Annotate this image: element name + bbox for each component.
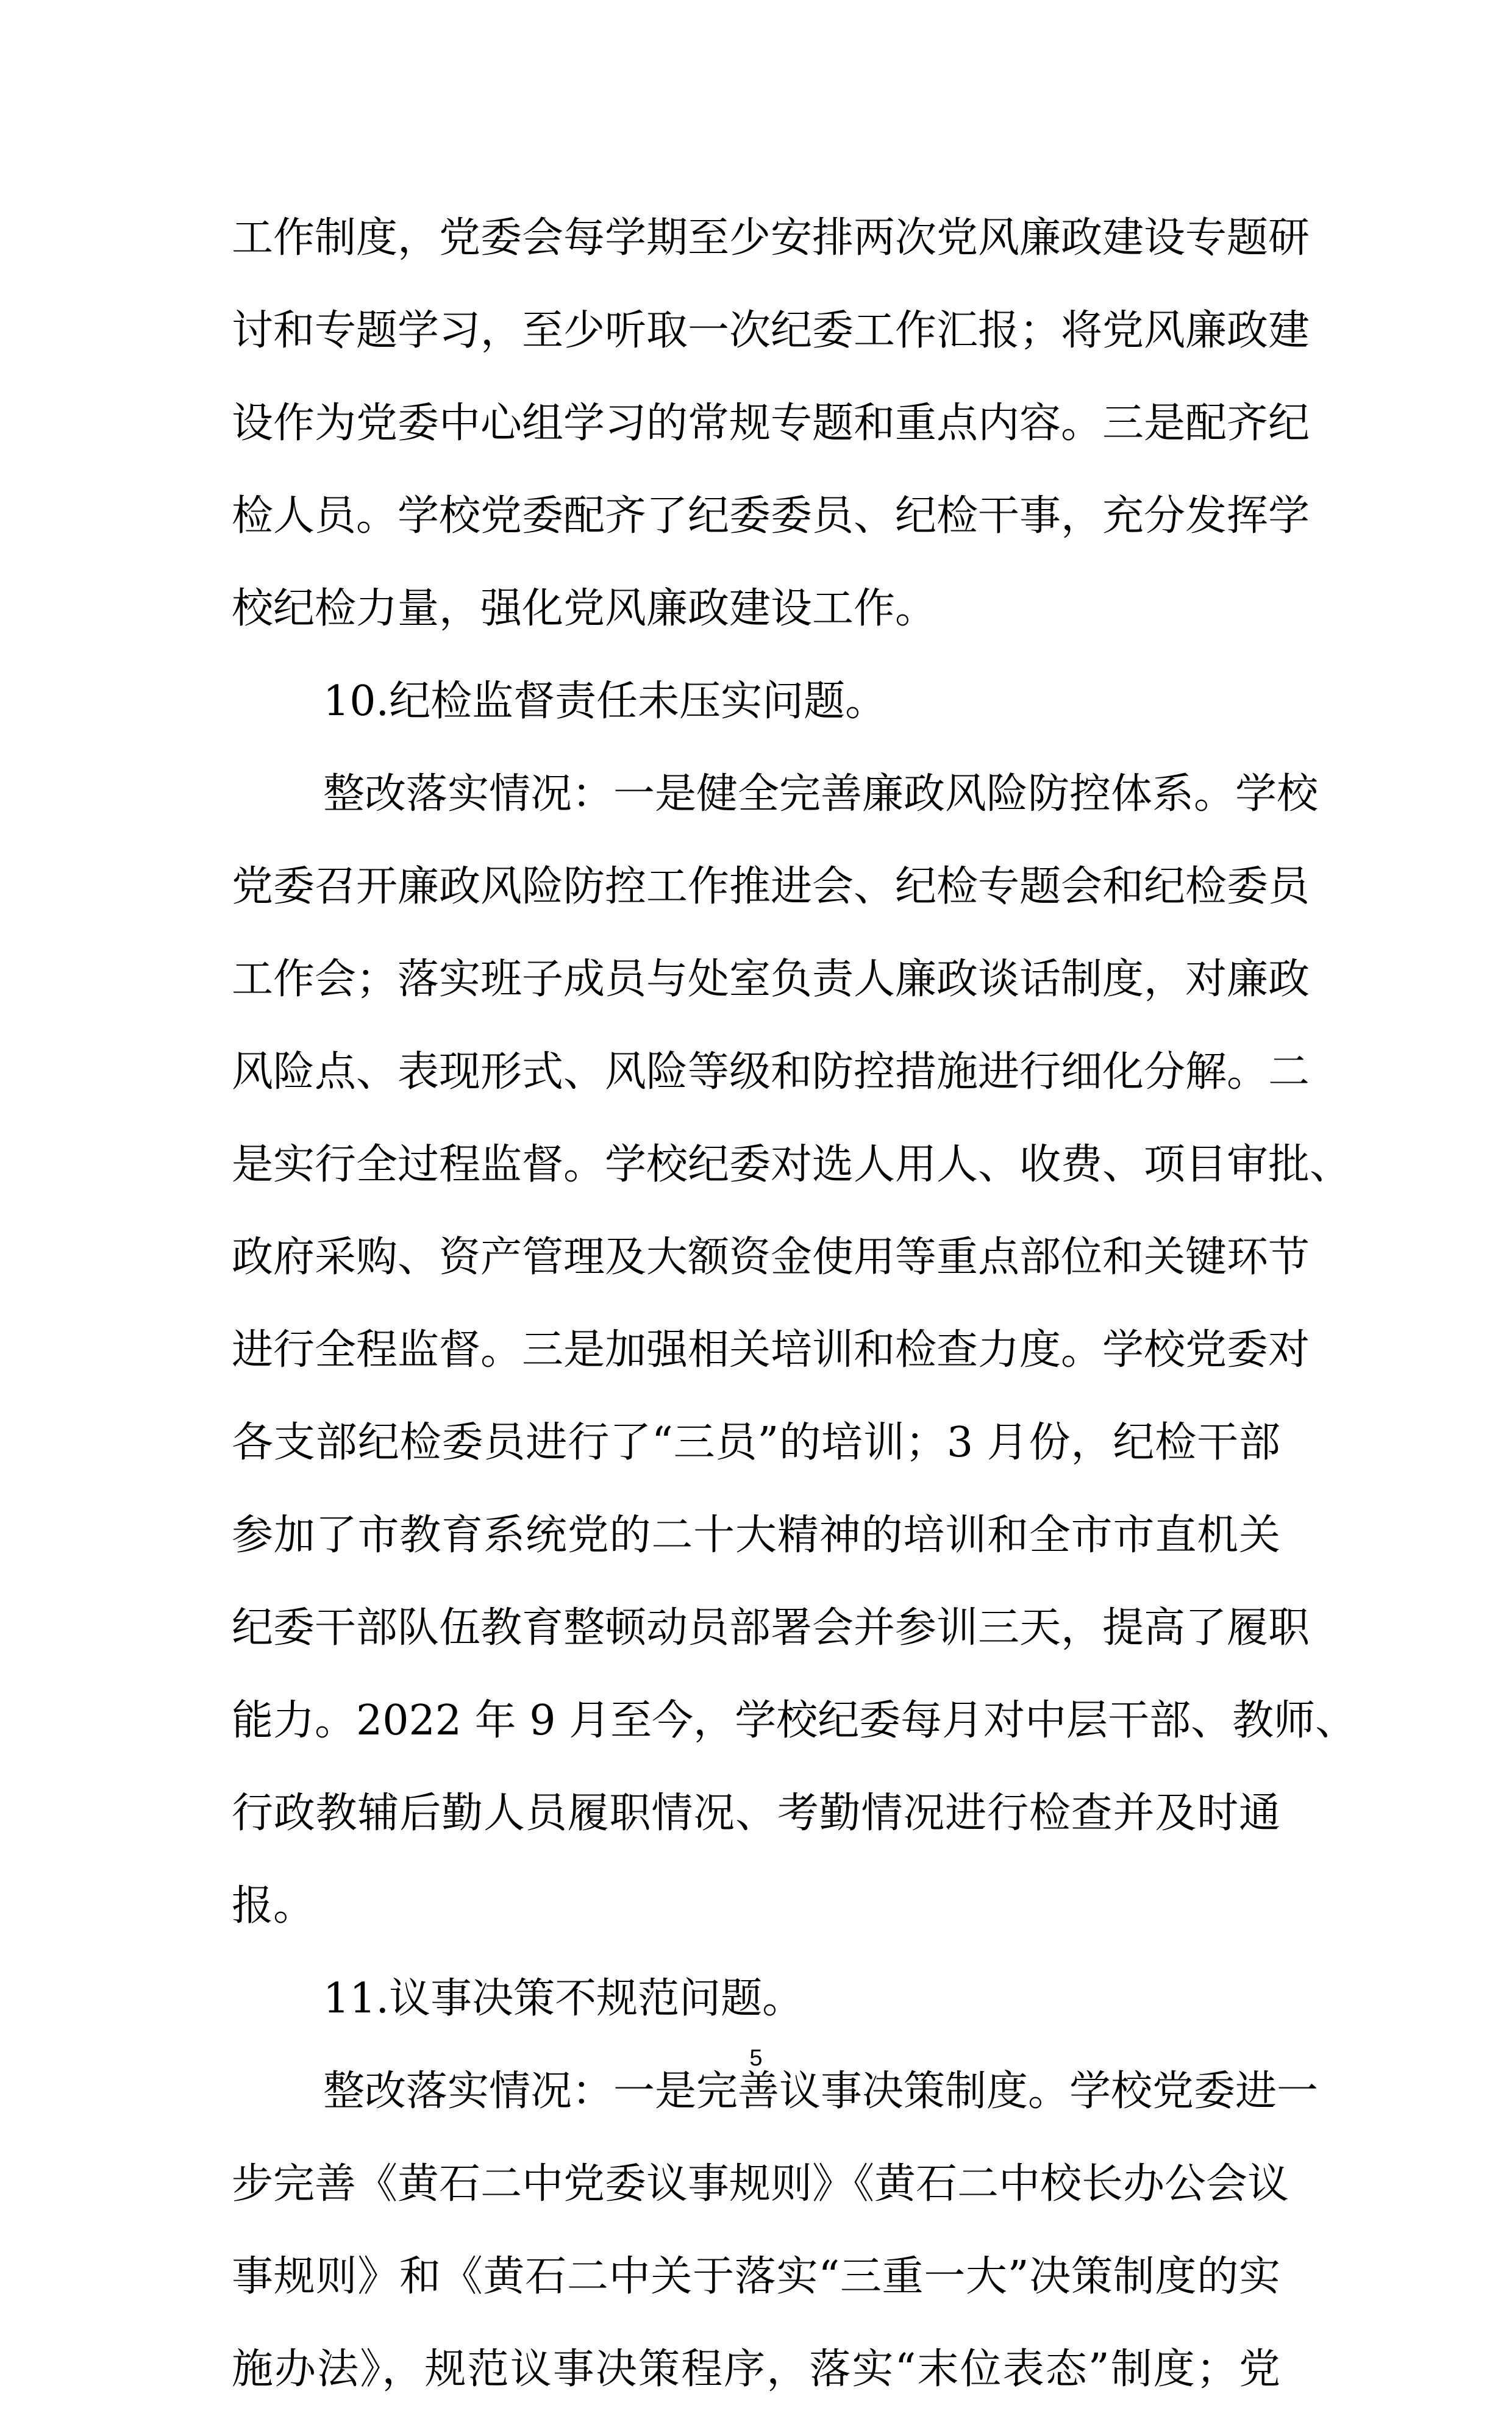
text-line: 党委召开廉政风险防控工作推进会、纪检专题会和纪检委员 — [232, 863, 1310, 911]
section-heading: 11.议事决策不规范问题。 — [323, 1975, 804, 2023]
text-line: 各支部纪检委员进行了“三员”的培训；3 月份，纪检干部 — [232, 1419, 1280, 1467]
text-line: 工作会；落实班子成员与处室负责人廉政谈话制度，对廉政 — [232, 955, 1310, 1003]
section-heading: 10.纪检监督责任未压实问题。 — [323, 677, 887, 725]
text-line: 整改落实情况：一是健全完善廉政风险防控体系。学校 — [323, 770, 1319, 818]
text-line: 行政教辅后勤人员履职情况、考勤情况进行检查并及时通 — [232, 1789, 1280, 1837]
text-line: 施办法》，规范议事决策程序，落实“末位表态”制度；党 — [232, 2345, 1280, 2393]
text-line: 政府采购、资产管理及大额资金使用等重点部位和关键环节 — [232, 1233, 1310, 1281]
text-line: 校纪检力量，强化党风廉政建设工作。 — [232, 585, 937, 633]
text-line: 事规则》和《黄石二中关于落实“三重一大”决策制度的实 — [232, 2253, 1280, 2301]
text-line: 是实行全过程监督。学校纪委对选人用人、收费、项目审批、 — [232, 1141, 1352, 1189]
text-line: 工作制度，党委会每学期至少安排两次党风廉政建设专题研 — [232, 214, 1310, 262]
text-line: 整改落实情况：一是完善议事决策制度。学校党委进一 — [323, 2067, 1319, 2115]
text-line: 设作为党委中心组学习的常规专题和重点内容。三是配齐纪 — [232, 399, 1310, 447]
text-line: 纪委干部队伍教育整顿动员部署会并参训三天，提高了履职 — [232, 1604, 1310, 1652]
text-line: 检人员。学校党委配齐了纪委委员、纪检干事，充分发挥学 — [232, 492, 1310, 540]
document-body — [232, 192, 1357, 2416]
text-line: 讨和专题学习，至少听取一次纪委工作汇报；将党风廉政建 — [232, 307, 1310, 355]
text-line: 参加了市教育系统党的二十大精神的培训和全市市直机关 — [232, 1511, 1280, 1559]
text-line: 进行全程监督。三是加强相关培训和检查力度。学校党委对 — [232, 1326, 1310, 1374]
page-number: 5 — [749, 2045, 763, 2071]
text-line: 报。 — [232, 1882, 315, 1930]
text-line: 风险点、表现形式、风险等级和防控措施进行细化分解。二 — [232, 1048, 1310, 1096]
text-line: 步完善《黄石二中党委议事规则》《黄石二中校长办公会议 — [232, 2160, 1289, 2208]
text-line: 能力。2022 年 9 月至今，学校纪委每月对中层干部、教师、 — [232, 1697, 1357, 1745]
